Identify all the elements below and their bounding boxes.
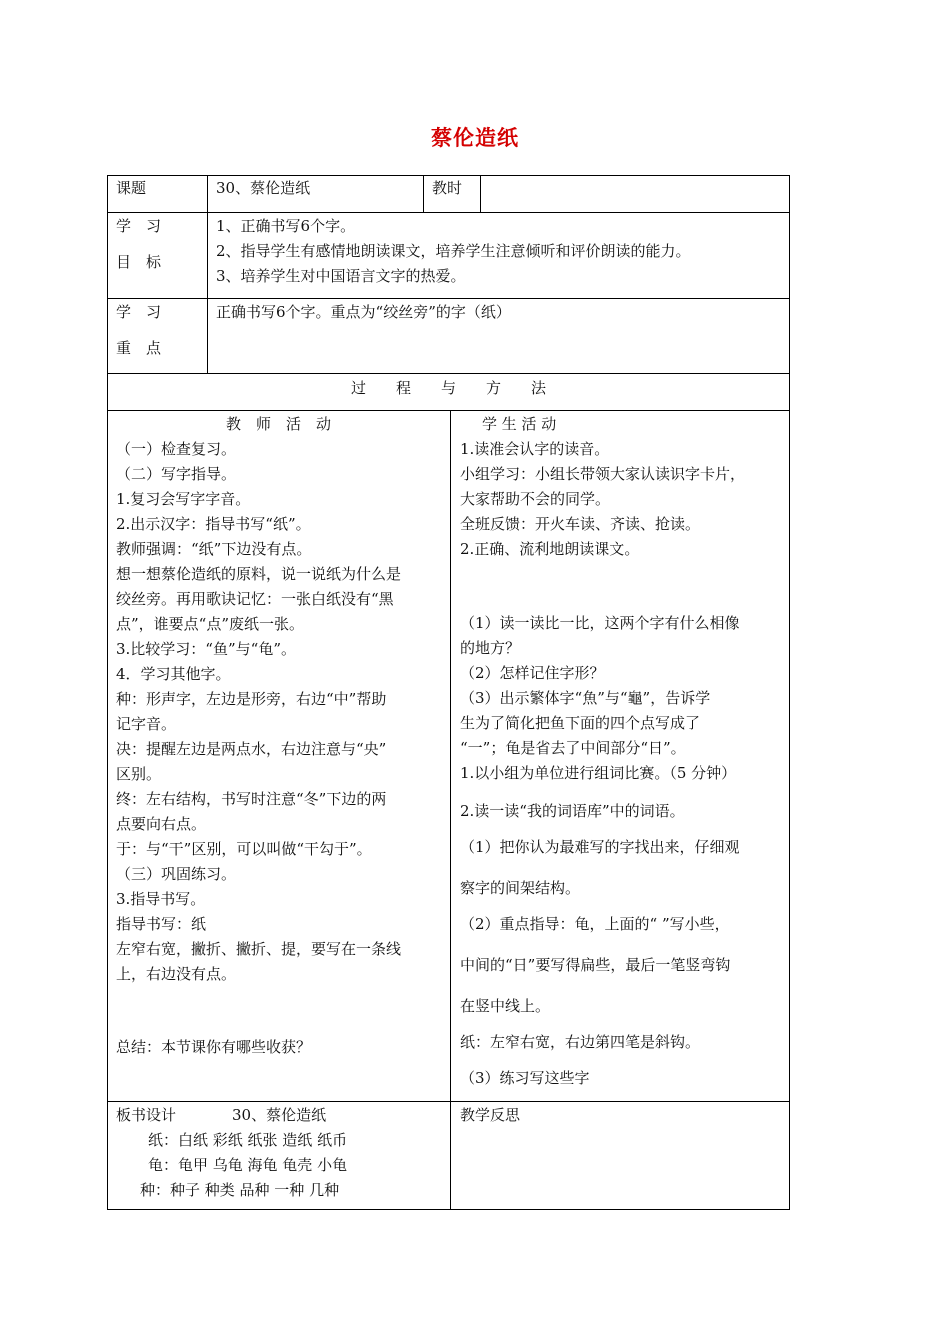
teacher-line: 1.复习会写字字音。 bbox=[116, 490, 251, 508]
teacher-line: 2.出示汉字：指导书写“纸”。 bbox=[116, 515, 311, 533]
student-activity-lines-a bbox=[460, 437, 745, 562]
row-divider bbox=[107, 1101, 790, 1102]
teacher-line: 记字音。 bbox=[116, 715, 177, 733]
goal-item: 2、指导学生有感情地朗读课文，培养学生注意倾听和评价朗读的能力。 bbox=[216, 242, 691, 260]
teacher-line: 终：左右结构，书写时注意“冬”下边的两 bbox=[116, 790, 387, 808]
teacher-line: 左窄右宽，撇折、撇折、提，要写在一条线 bbox=[116, 940, 402, 958]
topic-value: 30、蔡伦造纸 bbox=[216, 179, 311, 197]
student-activity-lines-b bbox=[460, 611, 740, 786]
goals-label-2: 目 标 bbox=[116, 253, 162, 271]
student-line: （1）把你认为最难写的字找出来，仔细观 bbox=[460, 838, 740, 856]
student-line: 2.正确、流利地朗读课文。 bbox=[460, 540, 640, 558]
teacher-line: 想一想蔡伦造纸的原料，说一说纸为什么是 bbox=[116, 565, 402, 583]
teacher-summary: 总结：本节课你有哪些收获？ bbox=[116, 1038, 312, 1056]
row-divider bbox=[107, 410, 790, 411]
board-label: 板书设计 bbox=[116, 1106, 177, 1124]
teacher-line: （三）巩固练习。 bbox=[116, 865, 237, 883]
col-divider bbox=[480, 175, 481, 212]
student-line: 中间的“日”要写得扁些，最后一笔竖弯钩 bbox=[460, 956, 731, 974]
goals-list bbox=[216, 214, 691, 289]
student-line: 2.读一读“我的词语库”中的词语。 bbox=[460, 802, 685, 820]
student-line: （3）出示繁体字“魚”与“龜”，告诉学 bbox=[460, 689, 711, 707]
board-title: 30、蔡伦造纸 bbox=[232, 1106, 327, 1124]
col-divider bbox=[423, 175, 424, 212]
student-heading: 学 生 活 动 bbox=[482, 415, 557, 433]
teacher-line: 4．学习其他字。 bbox=[116, 665, 231, 683]
reflection-label: 教学反思 bbox=[460, 1106, 521, 1124]
student-line: 1.读准会认字的读音。 bbox=[460, 440, 610, 458]
teacher-line: 指导书写：纸 bbox=[116, 915, 207, 933]
board-row: 龟：龟甲 乌龟 海龟 龟壳 小龟 bbox=[148, 1156, 348, 1174]
focus-label-1: 学 习 bbox=[116, 303, 162, 321]
process-heading: 过 程 与 方 法 bbox=[350, 379, 546, 397]
teacher-line: 区别。 bbox=[116, 765, 162, 783]
teacher-line: 于：与“干”区别，可以叫做“干勾于”。 bbox=[116, 840, 372, 858]
focus-text: 正确书写6个字。重点为“绞丝旁”的字（纸） bbox=[216, 303, 511, 321]
student-line: （3）练习写这些字 bbox=[460, 1069, 590, 1087]
board-rows bbox=[140, 1128, 347, 1203]
student-activity-lines-c bbox=[460, 798, 740, 1092]
student-line: （2）重点指导：龟，上面的“ ”写小些， bbox=[460, 915, 730, 933]
teacher-line: （一）检查复习。 bbox=[116, 440, 237, 458]
topic-label: 课题 bbox=[116, 179, 147, 197]
student-line: 小组学习：小组长带领大家认读识字卡片， bbox=[460, 465, 746, 483]
teacher-line: 3.比较学习：“鱼”与“龟”。 bbox=[116, 640, 296, 658]
col-divider bbox=[207, 175, 208, 373]
focus-label-2: 重 点 bbox=[116, 339, 162, 357]
goal-item: 3、培养学生对中国语言文字的热爱。 bbox=[216, 267, 466, 285]
col-divider bbox=[450, 410, 451, 1210]
student-line: 纸：左窄右宽，右边第四笔是斜钩。 bbox=[460, 1033, 701, 1051]
page-title: 蔡伦造纸 bbox=[431, 125, 519, 150]
goal-item: 1、正确书写6个字。 bbox=[216, 217, 356, 235]
row-divider bbox=[107, 373, 790, 374]
teacher-line: 点要向右点。 bbox=[116, 815, 207, 833]
student-line: 生为了简化把鱼下面的四个点写成了 bbox=[460, 714, 701, 732]
student-line: 在竖中线上。 bbox=[460, 997, 551, 1015]
student-line: 1.以小组为单位进行组词比赛。（5 分钟） bbox=[460, 764, 737, 782]
teacher-line: 3.指导书写。 bbox=[116, 890, 206, 908]
student-line: （2）怎样记住字形？ bbox=[460, 664, 605, 682]
row-divider bbox=[107, 212, 790, 213]
teacher-line: 教师强调：“纸”下边没有点。 bbox=[116, 540, 312, 558]
teacher-activity-lines bbox=[116, 437, 401, 987]
student-line: “一”；龟是省去了中间部分“日”。 bbox=[460, 739, 686, 757]
teacher-line: 点”，谁要点“点”废纸一张。 bbox=[116, 615, 305, 633]
teacher-line: 种：形声字，左边是形旁，右边“中”帮助 bbox=[116, 690, 387, 708]
goals-label-1: 学 习 bbox=[116, 217, 162, 235]
teacher-line: 绞丝旁。再用歌诀记忆：一张白纸没有“黑 bbox=[116, 590, 394, 608]
period-label: 教时 bbox=[432, 179, 463, 197]
board-row: 种：种子 种类 品种 一种 几种 bbox=[140, 1181, 340, 1199]
student-line: 察字的间架结构。 bbox=[460, 879, 581, 897]
teacher-heading: 教 师 活 动 bbox=[225, 415, 331, 433]
board-row: 纸：白纸 彩纸 纸张 造纸 纸币 bbox=[148, 1131, 348, 1149]
student-line: 大家帮助不会的同学。 bbox=[460, 490, 611, 508]
row-divider bbox=[107, 298, 790, 299]
student-line: 的地方？ bbox=[460, 639, 521, 657]
student-line: （1）读一读比一比，这两个字有什么相像 bbox=[460, 614, 740, 632]
teacher-line: 决：提醒左边是两点水，右边注意与“央” bbox=[116, 740, 387, 758]
teacher-line: 上，右边没有点。 bbox=[116, 965, 237, 983]
student-line: 全班反馈：开火车读、齐读、抢读。 bbox=[460, 515, 701, 533]
teacher-line: （二）写字指导。 bbox=[116, 465, 237, 483]
